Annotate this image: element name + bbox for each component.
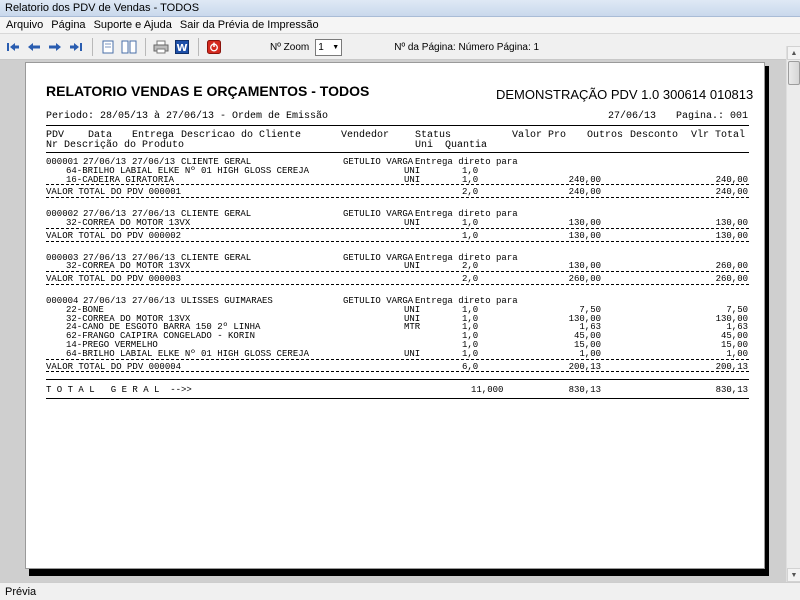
item-total: 260,00 bbox=[715, 261, 748, 272]
col-produto: Descrição do Produto bbox=[64, 140, 185, 151]
grand-total-quantity: 11,000 bbox=[471, 385, 504, 396]
table-row bbox=[26, 340, 765, 349]
table-row bbox=[26, 331, 765, 340]
grand-total-label: T O T A L G E R A L -->> bbox=[46, 385, 192, 396]
chevron-down-icon: ▼ bbox=[332, 43, 340, 51]
pdv-status: Entrega direto para bbox=[415, 209, 518, 220]
col-pdv: PDV bbox=[46, 130, 65, 141]
item-quantity: 1,0 bbox=[462, 174, 479, 185]
item-quantity: 1,0 bbox=[462, 304, 479, 315]
toolbar-separator bbox=[198, 38, 199, 56]
divider bbox=[46, 271, 749, 272]
col-valor-pro: Valor Pro bbox=[512, 130, 567, 141]
item-product: 22-BONE bbox=[66, 304, 104, 315]
item-quantity: 1,0 bbox=[462, 218, 479, 228]
col-uni: Uni bbox=[415, 140, 434, 151]
report-date: 27/06/13 bbox=[608, 111, 657, 122]
table-row bbox=[26, 349, 765, 358]
pdv-seller: GETULIO VARGA bbox=[343, 209, 414, 220]
divider bbox=[46, 228, 749, 229]
item-unit-price: 130,00 bbox=[568, 261, 601, 272]
page-number-label: Nº da Página: Número Página: 1 bbox=[394, 41, 540, 53]
pdv-delivery-date: 27/06/13 bbox=[132, 252, 176, 263]
report-page bbox=[25, 62, 765, 569]
divider bbox=[46, 371, 749, 372]
single-page-icon[interactable] bbox=[99, 38, 117, 56]
item-unit: MTR bbox=[404, 322, 421, 333]
col-vendedor: Vendedor bbox=[341, 130, 390, 141]
item-product: 64-BRILHO LABIAL ELKE Nº 01 HIGH GLOSS CEREJA bbox=[66, 348, 310, 359]
item-product: 32-CORREA DO MOTOR 13VX bbox=[66, 218, 191, 228]
item-unit: UNI bbox=[404, 218, 421, 228]
col-outros: Outros bbox=[587, 130, 624, 141]
pdv-status: Entrega direto para bbox=[415, 252, 518, 263]
item-quantity: 1,0 bbox=[462, 348, 479, 359]
pdv-delivery-date: 27/06/13 bbox=[132, 209, 176, 220]
divider bbox=[46, 125, 749, 126]
pdv-total-quantity: 1,0 bbox=[462, 230, 479, 241]
item-quantity: 2,0 bbox=[462, 261, 479, 272]
table-row bbox=[26, 166, 765, 175]
pdv-total-row bbox=[26, 187, 765, 196]
pdv-number: 000002 bbox=[46, 209, 79, 220]
menu-arquivo[interactable]: Arquivo bbox=[6, 19, 44, 31]
item-product: 32-CORREA DO MOTOR 13VX bbox=[66, 261, 191, 272]
divider bbox=[46, 379, 749, 380]
scroll-down-icon[interactable]: ▼ bbox=[787, 568, 800, 582]
item-quantity: 1,0 bbox=[462, 313, 479, 324]
table-row bbox=[26, 314, 765, 323]
pdv-number: 000003 bbox=[46, 252, 79, 263]
item-unit: UNI bbox=[404, 165, 421, 176]
pdv-total-row bbox=[26, 362, 765, 371]
item-quantity: 1,0 bbox=[462, 340, 479, 350]
col-desconto: Desconto bbox=[630, 130, 679, 141]
item-unit-price: 130,00 bbox=[568, 313, 601, 324]
item-total: 1,63 bbox=[726, 322, 748, 333]
pdv-client: CLIENTE GERAL bbox=[181, 157, 252, 167]
scroll-up-icon[interactable]: ▲ bbox=[787, 46, 800, 60]
zoom-value: 1 bbox=[318, 41, 324, 53]
pdv-header-row bbox=[26, 157, 765, 166]
svg-text:W: W bbox=[176, 43, 188, 54]
item-unit-price: 1,63 bbox=[579, 322, 601, 333]
item-product: 14-PREGO VERMELHO bbox=[66, 340, 158, 350]
pdv-total-value: 260,00 bbox=[715, 274, 748, 285]
col-status: Status bbox=[415, 130, 452, 141]
pdv-seller: GETULIO VARGA bbox=[343, 252, 414, 263]
table-row bbox=[26, 261, 765, 270]
pdv-total-price: 260,00 bbox=[568, 274, 601, 285]
pdv-total-label: VALOR TOTAL DO PDV 000004 bbox=[46, 361, 182, 372]
item-total: 130,00 bbox=[715, 218, 748, 228]
divider bbox=[46, 152, 749, 153]
col-cliente: Descricao do Cliente bbox=[181, 130, 302, 141]
table-row bbox=[26, 175, 765, 184]
item-product: 64-BRILHO LABIAL ELKE Nº 01 HIGH GLOSS CEREJA bbox=[66, 165, 310, 176]
pdv-header-row bbox=[26, 253, 765, 262]
toolbar-separator bbox=[92, 38, 93, 56]
pdv-number: 000001 bbox=[46, 157, 79, 167]
item-unit-price: 240,00 bbox=[568, 174, 601, 185]
pdv-delivery-date: 27/06/13 bbox=[132, 296, 176, 306]
menu-bar bbox=[0, 17, 800, 34]
item-total: 240,00 bbox=[715, 174, 748, 185]
pdv-total-label: VALOR TOTAL DO PDV 000001 bbox=[46, 187, 182, 198]
divider bbox=[46, 184, 749, 185]
pdv-total-row bbox=[26, 274, 765, 283]
divider bbox=[46, 197, 749, 198]
pdv-header-row bbox=[26, 296, 765, 305]
table-row bbox=[26, 322, 765, 331]
divider bbox=[46, 359, 749, 360]
col-entrega: Entrega bbox=[132, 130, 175, 141]
item-product: 62-FRANGO CAIPIRA CONGELADO - KORIN bbox=[66, 331, 256, 342]
divider bbox=[46, 398, 749, 399]
item-quantity: 1,0 bbox=[462, 322, 479, 333]
item-total: 1,00 bbox=[726, 348, 748, 359]
pdv-total-price: 240,00 bbox=[568, 187, 601, 198]
col-data: Data bbox=[88, 130, 113, 141]
preview-area bbox=[0, 60, 786, 582]
scroll-thumb[interactable] bbox=[788, 61, 800, 85]
item-product: 32-CORREA DO MOTOR 13VX bbox=[66, 313, 191, 324]
divider bbox=[46, 241, 749, 242]
item-unit: UNI bbox=[404, 304, 421, 315]
pdv-total-price: 130,00 bbox=[568, 230, 601, 241]
item-unit-price: 1,00 bbox=[579, 348, 601, 359]
pdv-total-label: VALOR TOTAL DO PDV 000003 bbox=[46, 274, 182, 285]
col-vlr-total: Vlr Total bbox=[691, 130, 746, 141]
item-unit-price: 45,00 bbox=[573, 331, 601, 342]
item-total: 15,00 bbox=[720, 340, 748, 350]
pdv-header-row bbox=[26, 209, 765, 218]
toolbar bbox=[0, 35, 800, 60]
pdv-date: 27/06/13 bbox=[83, 296, 127, 306]
col-quantia: Quantia bbox=[445, 140, 488, 151]
pdv-client: CLIENTE GERAL bbox=[181, 252, 252, 263]
pdv-status: Entrega direto para bbox=[415, 157, 518, 167]
item-unit-price: 7,50 bbox=[579, 304, 601, 315]
next-page-icon[interactable] bbox=[46, 38, 64, 56]
prev-page-icon[interactable] bbox=[25, 38, 43, 56]
col-nr: Nr bbox=[46, 140, 59, 151]
pdv-total-quantity: 2,0 bbox=[462, 274, 479, 285]
vertical-scrollbar[interactable] bbox=[786, 46, 800, 582]
pdv-client: ULISSES GUIMARAES bbox=[181, 296, 273, 306]
item-unit: UNI bbox=[404, 348, 421, 359]
item-unit: UNI bbox=[404, 261, 421, 272]
report-title: RELATORIO VENDAS E ORÇAMENTOS - TODOS bbox=[46, 83, 370, 99]
pdv-seller: GETULIO VARGA bbox=[343, 157, 414, 167]
window-title: Relatorio dos PDV de Vendas - TODOS bbox=[0, 0, 800, 17]
menu-pagina[interactable]: Página bbox=[51, 19, 86, 31]
item-quantity: 1,0 bbox=[462, 165, 479, 176]
pdv-delivery-date: 27/06/13 bbox=[132, 157, 176, 167]
item-unit-price: 130,00 bbox=[568, 218, 601, 228]
last-page-icon[interactable] bbox=[67, 38, 85, 56]
zoom-select[interactable] bbox=[315, 39, 342, 56]
pdv-client: CLIENTE GERAL bbox=[181, 209, 252, 220]
grand-total-value: 830,13 bbox=[715, 385, 748, 396]
pdv-total-value: 200,13 bbox=[715, 361, 748, 372]
status-bar: Prévia bbox=[0, 582, 800, 600]
table-row bbox=[26, 305, 765, 314]
item-product: 16-CADEIRA GIRATORIA bbox=[66, 174, 175, 185]
menu-suporte[interactable]: Suporte e Ajuda bbox=[93, 19, 172, 31]
pdv-status: Entrega direto para bbox=[415, 296, 518, 306]
first-page-icon[interactable] bbox=[4, 38, 22, 56]
pdv-number: 000004 bbox=[46, 296, 79, 306]
item-total: 45,00 bbox=[720, 331, 748, 342]
two-pages-icon[interactable] bbox=[120, 38, 138, 56]
item-unit-price: 15,00 bbox=[573, 340, 601, 350]
pdv-date: 27/06/13 bbox=[83, 157, 127, 167]
item-product: 24-CANO DE ESGOTO BARRA 150 2º LINHA bbox=[66, 322, 261, 333]
pdv-total-value: 240,00 bbox=[715, 187, 748, 198]
pdv-total-label: VALOR TOTAL DO PDV 000002 bbox=[46, 230, 182, 241]
pdv-total-row bbox=[26, 231, 765, 240]
report-periodo: Periodo: 28/05/13 à 27/06/13 - Ordem de Emissão bbox=[46, 111, 329, 122]
grand-total-row bbox=[26, 385, 765, 394]
pdv-date: 27/06/13 bbox=[83, 252, 127, 263]
table-row bbox=[26, 218, 765, 227]
word-export-icon[interactable] bbox=[173, 38, 191, 56]
item-quantity: 1,0 bbox=[462, 331, 479, 342]
report-demo-label: DEMONSTRAÇÃO PDV 1.0 300614 010813 bbox=[496, 87, 754, 102]
close-preview-icon[interactable] bbox=[205, 38, 223, 56]
pdv-seller: GETULIO VARGA bbox=[343, 296, 414, 306]
item-unit: UNI bbox=[404, 313, 421, 324]
divider bbox=[46, 284, 749, 285]
pdv-date: 27/06/13 bbox=[83, 209, 127, 220]
item-unit: UNI bbox=[404, 174, 421, 185]
toolbar-separator bbox=[145, 38, 146, 56]
pdv-total-value: 130,00 bbox=[715, 230, 748, 241]
print-icon[interactable] bbox=[152, 38, 170, 56]
zoom-label: Nº Zoom bbox=[270, 41, 310, 53]
report-page-number: Pagina.: 001 bbox=[676, 111, 749, 122]
grand-total-price: 830,13 bbox=[568, 385, 601, 396]
pdv-total-quantity: 2,0 bbox=[462, 187, 479, 198]
item-total: 7,50 bbox=[726, 304, 748, 315]
pdv-total-price: 200,13 bbox=[568, 361, 601, 372]
pdv-total-quantity: 6,0 bbox=[462, 361, 479, 372]
menu-sair-previa[interactable]: Sair da Prévia de Impressão bbox=[179, 19, 319, 31]
item-total: 130,00 bbox=[715, 313, 748, 324]
